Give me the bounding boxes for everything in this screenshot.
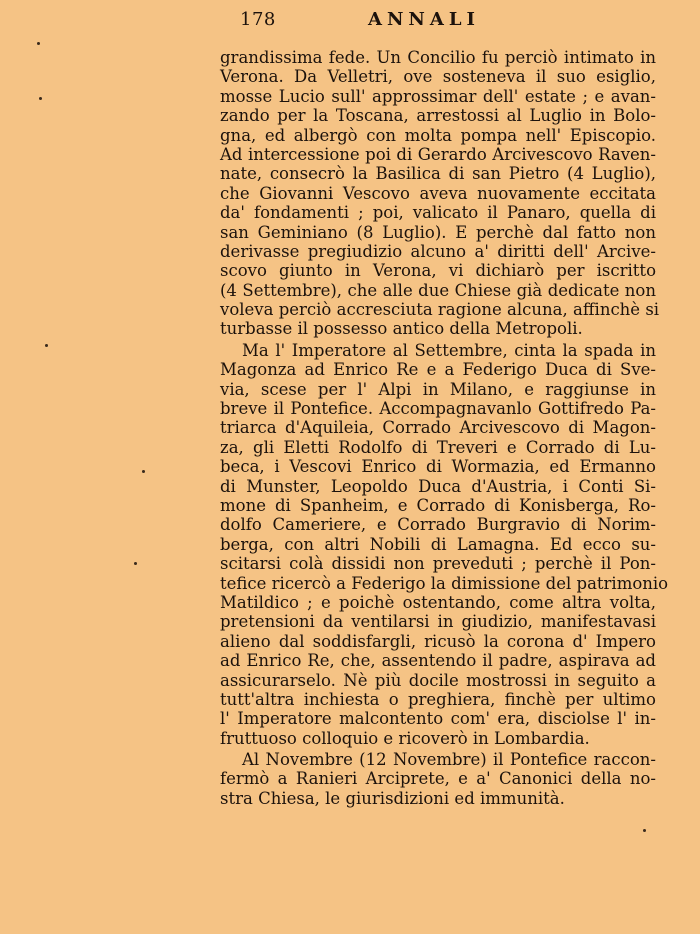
text-line: Ad intercessione poi di Gerardo Arcivescovo Raven- (220, 144, 656, 164)
text-line: voleva perciò accresciuta ragione alcuna, affinchè si (220, 300, 660, 320)
text-line: scitarsi colà dissidi non preveduti ; perchè il Pon- (220, 554, 656, 574)
speck-mark (37, 42, 40, 45)
text-line: l' Imperatore malcontento com' era, disciolse l' in- (220, 709, 656, 729)
speck-mark (39, 97, 42, 100)
text-line: Matildico ; e poichè ostentando, come altra volta, (220, 592, 656, 612)
speck-mark (134, 562, 137, 565)
text-line: Al Novembre (12 Novembre) il Pontefice raccon- (242, 750, 656, 770)
speck-mark (643, 829, 646, 832)
text-line: tefice ricercò a Federigo la dimissione del patrimonio (220, 573, 669, 593)
paragraph-container (220, 48, 669, 808)
text-line: fruttuoso colloquio e ricoverò in Lombardia. (220, 728, 590, 748)
text-line: tutt'altra inchiesta o preghiera, finchè per ultimo (220, 689, 656, 709)
text-line: berga, con altri Nobili di Lamagna. Ed ecco su- (220, 534, 656, 554)
text-line: nate, consecrò la Basilica di san Pietro (4 Luglio), (220, 164, 656, 184)
text-line: fermò a Ranieri Arciprete, e a' Canonici della no- (220, 769, 656, 789)
text-line: breve il Pontefice. Accompagnavanlo Gottifredo Pa- (220, 399, 656, 419)
paragraph (220, 750, 656, 808)
text-line: mone di Spanheim, e Corrado di Konisberga, Ro- (220, 495, 656, 515)
running-title: ANNALI (368, 9, 480, 30)
text-line: mosse Lucio sull' approssimar dell' estate ; e avan- (220, 86, 656, 106)
text-line: derivasse pregiudizio alcuno a' diritti dell' Arcive- (220, 241, 656, 261)
speck-mark (45, 344, 48, 347)
text-line: gna, ed albergò con molta pompa nell' Episcopio. (220, 125, 656, 145)
text-line: stra Chiesa, le giurisdizioni ed immunità. (220, 788, 565, 808)
text-line: che Giovanni Vescovo aveva nuovamente eccitata (220, 183, 656, 203)
text-line: scovo giunto in Verona, vi dichiarò per iscritto (220, 261, 656, 281)
text-line: Verona. Da Velletri, ove sosteneva il suo esiglio, (220, 67, 656, 87)
text-line: ad Enrico Re, che, assentendo il padre, aspirava ad (220, 651, 656, 671)
paragraph (220, 340, 669, 748)
text-line: via, scese per l' Alpi in Milano, e raggiunse in (220, 379, 656, 399)
text-line: da' fondamenti ; poi, valicato il Panaro, quella di (220, 203, 656, 223)
text-line: grandissima fede. Un Concilio fu perciò intimato in (220, 48, 656, 67)
text-line: (4 Settembre), che alle due Chiese già dedicate non (220, 280, 656, 300)
text-line: di Munster, Leopoldo Duca d'Austria, i Conti Si- (220, 476, 656, 496)
text-line: za, gli Eletti Rodolfo di Treveri e Corrado di Lu- (220, 437, 656, 457)
running-head (240, 9, 660, 35)
text-line: Magonza ad Enrico Re e a Federigo Duca di Sve- (220, 360, 656, 380)
speck-mark (142, 470, 145, 473)
text-line: Ma l' Imperatore al Settembre, cinta la spada in (242, 340, 656, 360)
text-line: san Geminiano (8 Luglio). E perchè dal fatto non (220, 222, 656, 242)
text-line: beca, i Vescovi Enrico di Wormazia, ed Ermanno (220, 457, 656, 477)
text-line: turbasse il possesso antico della Metropoli. (220, 319, 583, 339)
text-line: alieno dal soddisfargli, ricusò la corona d' Impero (220, 631, 656, 651)
text-line: pretensioni da ventilarsi in giudizio, manifestavasi (220, 612, 656, 632)
text-line: triarca d'Aquileia, Corrado Arcivescovo di Magon- (220, 418, 656, 438)
text-line: zando per la Toscana, arrestossi al Luglio in Bolo- (220, 106, 656, 126)
text-line: dolfo Cameriere, e Corrado Burgravio di Norim- (220, 515, 656, 535)
paragraph (220, 48, 660, 339)
page-number: 178 (240, 9, 276, 30)
text-line: assicurarselo. Nè più docile mostrossi in seguito a (220, 670, 656, 690)
body-text (220, 48, 669, 808)
